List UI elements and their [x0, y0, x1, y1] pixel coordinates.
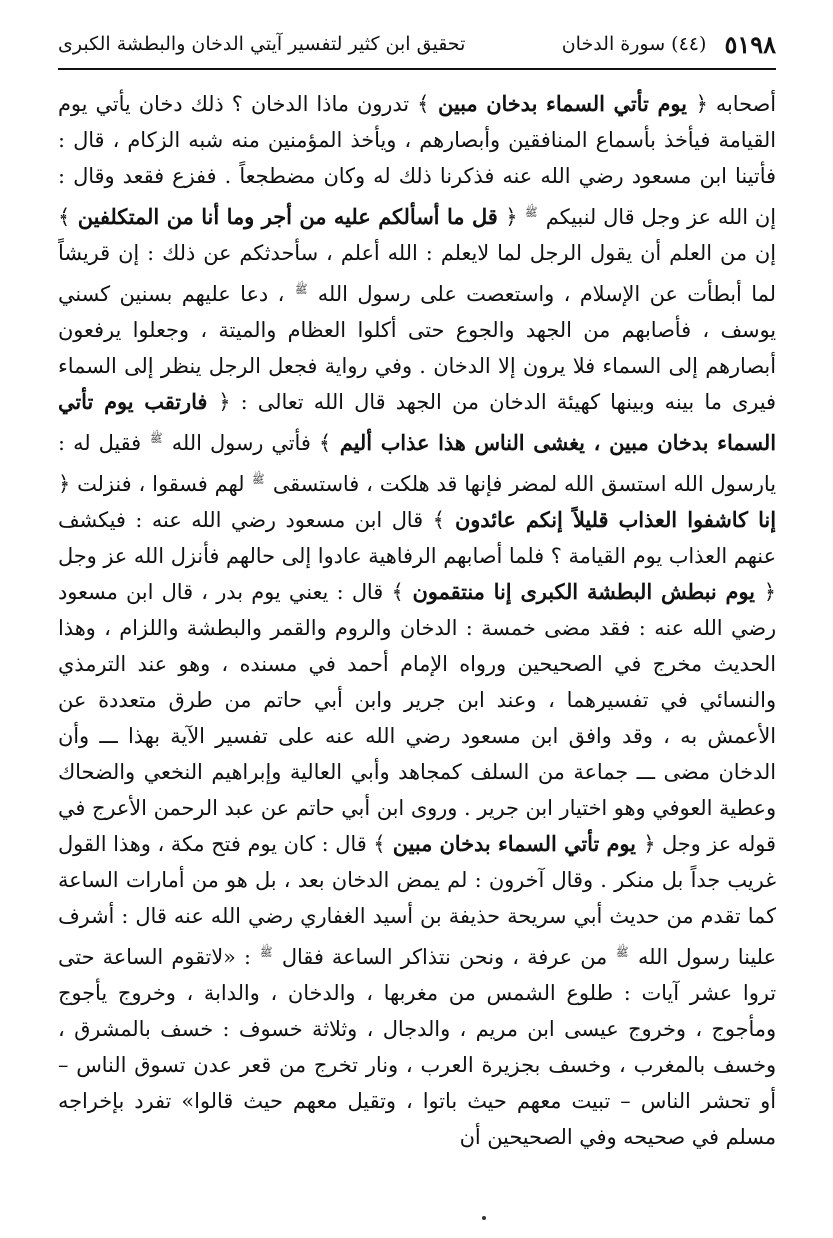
quote-text: يوم تأتي السماء بدخان مبين — [385, 831, 644, 856]
bracket-close: ﴾ — [417, 92, 430, 116]
bracket-open: ﴿ — [695, 92, 708, 116]
bracket-close: ﴾ — [58, 205, 71, 229]
bracket-open: ﴿ — [505, 205, 518, 229]
bracket-open: ﴿ — [58, 472, 71, 496]
bracket-open: ﴿ — [218, 390, 231, 414]
body-text: قال : كان يوم فتح مكة ، وهذا القول غريب جداً بل منكر . وقال آخرون : لم يمض الدخان بعد ، بل هو من أمارات الساعة كما تقدم من حديث أبي سريحة حذيفة بن أسيد الغفاري رضي الله عنه قال : أشرف علينا رسول الله — [58, 832, 776, 969]
body-text: أصحابه — [707, 92, 776, 116]
salla-honorific: ﷺ — [525, 205, 538, 219]
body-text: لهم فسقوا ، فنزلت — [70, 472, 252, 496]
surah-name: (٤٤) سورة الدخان — [561, 33, 707, 55]
body-text: من عرفة ، ونحن نتذاكر الساعة فقال — [273, 945, 616, 969]
page-mark — [482, 1216, 486, 1220]
header-divider — [58, 68, 776, 70]
quran-quote — [417, 91, 708, 116]
bracket-close: ﴾ — [432, 508, 445, 532]
quote-text: قل ما أسألكم عليه من أجر وما أنا من المتكلفين — [70, 204, 506, 229]
salla-honorific: ﷺ — [260, 945, 273, 959]
quran-quote — [58, 204, 517, 229]
body-text: قال ابن مسعود رضي الله عنه : فيكشف عنهم العذاب يوم القيامة ؟ فلما أصابهم الرفاهية عادوا إلى حالهم فأنزل الله عز وجل — [58, 508, 776, 568]
salla-honorific: ﷺ — [150, 431, 163, 445]
salla-honorific: ﷺ — [252, 472, 265, 486]
page-body — [58, 86, 776, 1206]
quote-text: إنا كاشفوا العذاب قليلاً إنكم عائدون — [444, 507, 776, 532]
body-text: تدرون ماذا الدخان ؟ ذلك دخان يأتي يوم القيامة فيأخذ بأسماع المنافقين وأبصارهم ، ويأخذ المؤمنين منه شبه الزكام ، قال : فأتينا ابن مسعود رضي الله عنه فذكرنا ذلك له وكان مضطجعاً . ففزع فقعد وقال : إن الله عز وجل قال لنبيكم — [58, 92, 776, 229]
quote-text: فارتقب يوم تأتي السماء بدخان مبين ، يغشى الناس هذا عذاب أليم — [58, 389, 776, 455]
body-text: إن من العلم أن يقول الرجل لما لايعلم : الله أعلم ، سأحدثكم عن ذلك : إن قريشاً لما أبطأت عن الإسلام ، واستعصت على رسول الله — [58, 241, 776, 306]
salla-honorific: ﷺ — [616, 945, 629, 959]
quran-quote — [391, 579, 776, 604]
salla-honorific: ﷺ — [294, 282, 308, 296]
page-number: ٥١٩٨ — [724, 29, 776, 59]
body-text: ، دعا عليهم بسنين كسني يوسف ، فأصابهم من الجهد والجوع حتى أكلوا العظام والميتة ، وجعلوا يرفعون أبصارهم إلى السماء فلا يرون إلا الدخان . وفي رواية فجعل الرجل ينظر إلى السماء فيرى ما بينه وبينها كهيئة الدخان من الجهد قال الله تعالى : — [58, 282, 776, 414]
bracket-open: ﴿ — [643, 832, 656, 856]
bracket-close: ﴾ — [391, 580, 404, 604]
body-text: قال : يعني يوم بدر ، قال ابن مسعود رضي الله عنه : فقد مضى خمسة : الدخان والروم والقمر والبطشة واللزام ، وهذا الحديث مخرج في الصحيحين ورواه الإمام أحمد في مسنده ، وهو عند الترمذي والنسائي في تفسيرهما ، وعند ابن جرير وابن أبي حاتم من طرق متعددة عن الأعمش به ، وقد وافق ابن مسعود رضي الله عنه على تفسير الآية بهذا ـــ وأن الدخان مضى ـــ جماعة من السلف كمجاهد وأبي العالية وإبراهيم النخعي والضحاك وعطية العوفي وهو اختيار ابن جرير . وروى ابن أبي حاتم عن عبد الرحمن الأعرج في قوله عز وجل — [58, 580, 776, 856]
running-title: تحقيق ابن كثير لتفسير آيتي الدخان والبطشة الكبرى — [58, 33, 466, 55]
body-text: فقيل له : يارسول الله استسق الله لمضر فإنها قد هلكت ، فاستسقى — [58, 431, 776, 496]
bracket-open: ﴿ — [763, 580, 776, 604]
body-text: فأتي رسول الله — [163, 431, 319, 455]
body-text: : «لاتقوم الساعة حتى تروا عشر آيات : طلوع الشمس من مغربها ، والدخان ، والدابة ، وخروج يأجوج ومأجوج ، وخروج عيسى ابن مريم ، والدجال ، وثلاثة خسوف : خسف بالمشرق ، وخسف بالمغرب ، وخسف بجزيرة العرب ، ونار تخرج من قعر عدن تسوق الناس – أو تحشر الناس – تبيت معهم حيث باتوا ، وتقيل معهم حيث قالوا» تفرد بإخراجه مسلم في صحيحه وفي الصحيحين أن — [58, 945, 776, 1149]
bracket-close: ﴾ — [318, 431, 332, 455]
bracket-close: ﴾ — [373, 832, 386, 856]
quran-quote — [373, 831, 655, 856]
quote-text: يوم تأتي السماء بدخان مبين — [429, 91, 696, 116]
page-header — [58, 26, 776, 62]
quote-text: يوم نبطش البطشة الكبرى إنا منتقمون — [403, 579, 764, 604]
